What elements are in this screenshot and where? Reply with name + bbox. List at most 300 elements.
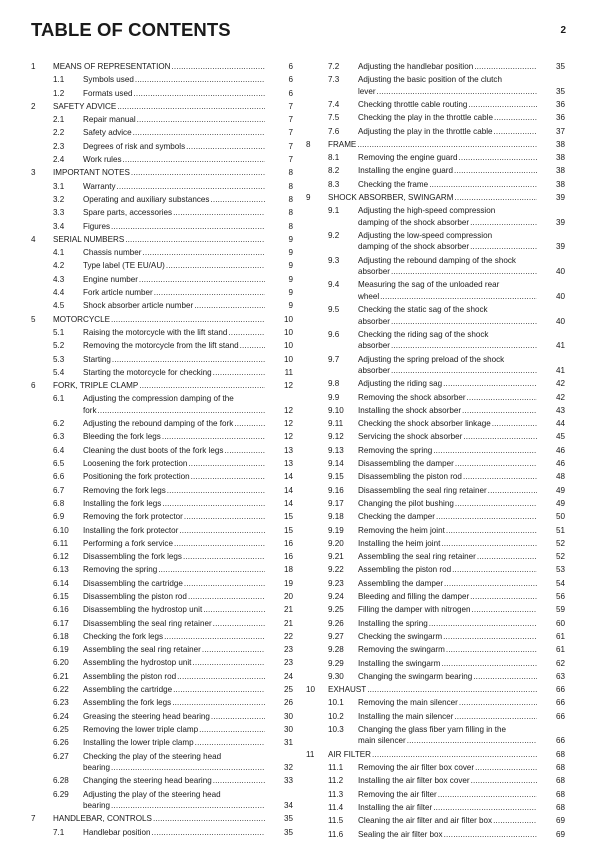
toc-entry[interactable]: [31, 458, 293, 469]
toc-entry-page: 35: [283, 827, 293, 837]
toc-entry-page: 68: [555, 789, 565, 799]
toc-entry-page: 33: [283, 776, 293, 786]
toc-entry[interactable]: [306, 279, 565, 302]
toc-entry-title: Fork article number .....: [83, 287, 265, 298]
toc-entry[interactable]: [31, 657, 293, 668]
toc-entry-number: 11.4: [328, 802, 344, 812]
toc-entry-number: 6.18: [53, 631, 69, 641]
toc-section[interactable]: [306, 749, 565, 760]
toc-entry[interactable]: [306, 165, 565, 176]
toc-entry-page: 9: [288, 234, 293, 244]
page-number: 2: [560, 25, 566, 36]
toc-entry-title: Adjusting the rebound damping of the fork .....: [83, 418, 265, 429]
toc-entry-page: 30: [283, 724, 293, 734]
toc-entry[interactable]: [31, 525, 293, 536]
toc-entry-title: Adjusting the rebound damping of the shock: [358, 255, 516, 265]
toc-entry-page: 49: [555, 498, 565, 508]
toc-entry[interactable]: [31, 551, 293, 562]
toc-entry[interactable]: [306, 471, 565, 482]
toc-entry[interactable]: [31, 618, 293, 629]
toc-entry[interactable]: [306, 658, 565, 669]
toc-entry-page: 44: [555, 419, 565, 429]
toc-entry-number: 6: [31, 381, 36, 391]
toc-entry-title: Assembling the seal ring retainer .....: [83, 644, 265, 655]
toc-entry-number: 6.12: [53, 552, 69, 562]
toc-entry-number: 6.19: [53, 645, 69, 655]
toc-entry-number: 10.2: [328, 711, 344, 721]
toc-entry[interactable]: [306, 591, 565, 602]
toc-entry-title: SERIAL NUMBERS .....: [53, 234, 265, 245]
toc-entry-title: Removing the shock absorber .....: [358, 392, 537, 403]
toc-entry-number: 4: [31, 234, 36, 244]
toc-entry-title: Removing the spring .....: [83, 564, 265, 575]
toc-entry-title: Cleaning the dust boots of the fork legs .....: [83, 445, 265, 456]
toc-entry[interactable]: [31, 684, 293, 695]
toc-entry[interactable]: [31, 141, 293, 152]
toc-section[interactable]: [306, 192, 565, 203]
toc-entry-number: 5.2: [53, 341, 65, 351]
toc-entry-title: Cleaning the air filter and air filter box .....: [358, 815, 537, 826]
toc-entry-page: 48: [555, 472, 565, 482]
toc-entry-page: 66: [555, 711, 565, 721]
toc-entry-page: 63: [555, 671, 565, 681]
toc-entry-title: SAFETY ADVICE .....: [53, 101, 265, 112]
toc-entry-page: 25: [283, 685, 293, 695]
toc-section[interactable]: [31, 101, 293, 112]
toc-entry[interactable]: [31, 88, 293, 99]
toc-entry-number: 10.1: [328, 698, 344, 708]
toc-entry[interactable]: [306, 711, 565, 722]
toc-entry-title: Installing the engine guard .....: [358, 165, 537, 176]
toc-entry-title: Checking the fork legs .....: [83, 631, 265, 642]
toc-entry[interactable]: [31, 127, 293, 138]
toc-entry-number: 9.22: [328, 565, 344, 575]
toc-entry-page: 43: [555, 405, 565, 415]
toc-entry[interactable]: [31, 154, 293, 165]
toc-entry-number: 6.5: [53, 459, 65, 469]
toc-entry-title: Assembling the seal ring retainer .....: [358, 551, 537, 562]
toc-entry[interactable]: [306, 61, 565, 72]
toc-entry[interactable]: [31, 300, 293, 311]
toc-entry-title: bearing .....: [83, 762, 265, 773]
toc-entry-title: damping of the shock absorber .....: [358, 241, 537, 252]
toc-entry-title: absorber .....: [358, 365, 537, 376]
toc-entry-title: absorber .....: [358, 266, 537, 277]
toc-entry-page: 52: [555, 552, 565, 562]
toc-entry[interactable]: [306, 775, 565, 786]
toc-entry-number: 10: [306, 685, 316, 695]
toc-entry[interactable]: [306, 378, 565, 389]
toc-entry-page: 32: [283, 762, 293, 772]
toc-entry[interactable]: [31, 775, 293, 786]
toc-entry[interactable]: [31, 578, 293, 589]
toc-entry-page: 23: [283, 645, 293, 655]
toc-entry[interactable]: [306, 485, 565, 496]
toc-entry-page: 53: [555, 565, 565, 575]
toc-entry-page: 39: [555, 217, 565, 227]
toc-entry-number: 6.4: [53, 445, 65, 455]
toc-entry[interactable]: [31, 247, 293, 258]
toc-entry-number: 6.15: [53, 591, 69, 601]
toc-entry-title: Positioning the fork protection .....: [83, 471, 265, 482]
toc-entry-page: 68: [555, 802, 565, 812]
toc-entry-number: 9.24: [328, 592, 344, 602]
toc-entry-page: 40: [555, 291, 565, 301]
toc-entry-page: 46: [555, 459, 565, 469]
toc-entry-number: 6.14: [53, 578, 69, 588]
toc-entry[interactable]: [306, 578, 565, 589]
toc-entry-page: 10: [283, 314, 293, 324]
toc-entry-title: main silencer .....: [358, 735, 537, 746]
toc-entry-title: Checking the riding sag of the shock: [358, 329, 489, 339]
toc-entry-page: 68: [555, 763, 565, 773]
toc-entry[interactable]: [306, 762, 565, 773]
toc-entry-title: Checking the shock absorber linkage .....: [358, 418, 537, 429]
toc-entry[interactable]: [31, 287, 293, 298]
toc-entry[interactable]: [306, 179, 565, 190]
toc-entry-page: 69: [555, 829, 565, 839]
toc-entry-page: 7: [288, 128, 293, 138]
toc-entry[interactable]: [306, 152, 565, 163]
toc-entry-number: 8.1: [328, 153, 340, 163]
toc-entry-number: 7.3: [328, 75, 340, 85]
toc-entry-number: 9.3: [328, 255, 340, 265]
toc-entry-number: 6.3: [53, 432, 65, 442]
toc-entry-title: Bleeding and filling the damper .....: [358, 591, 537, 602]
toc-entry[interactable]: [31, 644, 293, 655]
toc-entry[interactable]: [31, 827, 293, 838]
toc-entry[interactable]: [31, 711, 293, 722]
toc-entry-page: 59: [555, 605, 565, 615]
toc-entry-page: 56: [555, 592, 565, 602]
toc-entry-number: 8.2: [328, 166, 340, 176]
toc-entry[interactable]: [306, 525, 565, 536]
toc-entry-number: 6.8: [53, 498, 65, 508]
toc-entry-number: 5.4: [53, 367, 65, 377]
toc-right-column: [306, 61, 565, 840]
toc-entry-title: Assembling the piston rod .....: [358, 564, 537, 575]
toc-entry-title: Adjusting the play of the steering head: [83, 789, 221, 799]
toc-entry-number: 11: [306, 749, 315, 759]
toc-entry[interactable]: [306, 354, 565, 377]
toc-entry[interactable]: [306, 511, 565, 522]
toc-entry-title: Raising the motorcycle with the lift stand .....: [83, 327, 265, 338]
toc-entry[interactable]: [31, 114, 293, 125]
toc-entry-page: 16: [283, 538, 293, 548]
toc-entry-number: 7.5: [328, 113, 340, 123]
toc-entry-page: 9: [288, 301, 293, 311]
toc-entry-title: Figures .....: [83, 221, 265, 232]
toc-entry-number: 9.25: [328, 605, 344, 615]
toc-entry[interactable]: [31, 751, 293, 774]
toc-entry[interactable]: [31, 74, 293, 85]
toc-entry-number: 1.1: [53, 75, 65, 85]
toc-entry[interactable]: [306, 418, 565, 429]
toc-entry-page: 13: [283, 445, 293, 455]
toc-entry-page: 61: [555, 645, 565, 655]
toc-entry-title: Installing the fork protector .....: [83, 525, 265, 536]
toc-entry[interactable]: [306, 604, 565, 615]
toc-entry-number: 3.4: [53, 221, 65, 231]
toc-entry-title: Engine number .....: [83, 274, 265, 285]
toc-entry[interactable]: [306, 99, 565, 110]
toc-entry-number: 1: [31, 62, 36, 71]
toc-entry-number: 10.3: [328, 725, 344, 735]
toc-entry[interactable]: [306, 697, 565, 708]
toc-entry-title: Checking the play of the steering head: [83, 751, 222, 761]
toc-entry-number: 9.9: [328, 392, 340, 402]
toc-entry-number: 9.26: [328, 618, 344, 628]
toc-entry-page: 45: [555, 432, 565, 442]
toc-entry-title: Work rules .....: [83, 154, 265, 165]
toc-entry[interactable]: [31, 538, 293, 549]
toc-entry-page: 8: [288, 221, 293, 231]
toc-entry-number: 6.29: [53, 789, 69, 799]
toc-entry-title: Removing the lower triple clamp .....: [83, 724, 265, 735]
toc-entry-page: 7: [288, 155, 293, 165]
toc-entry-title: HANDLEBAR, CONTROLS .....: [53, 813, 265, 824]
toc-entry-title: Servicing the shock absorber .....: [358, 431, 537, 442]
toc-entry[interactable]: [31, 418, 293, 429]
toc-entry-number: 6.13: [53, 565, 69, 575]
toc-entry-number: 6.25: [53, 724, 69, 734]
toc-entry-page: 37: [555, 126, 565, 136]
toc-entry-number: 9.1: [328, 206, 340, 216]
toc-entry-title: Checking the swingarm .....: [358, 631, 537, 642]
toc-entry-title: MOTORCYCLE .....: [53, 314, 265, 325]
toc-entry[interactable]: [31, 393, 293, 416]
toc-entry-page: 35: [555, 62, 565, 71]
toc-entry-title: Removing the spring .....: [358, 445, 537, 456]
toc-section[interactable]: [31, 167, 293, 178]
toc-entry[interactable]: [306, 74, 565, 97]
toc-section[interactable]: [31, 61, 293, 72]
toc-entry-title: fork .....: [83, 405, 265, 416]
toc-entry[interactable]: [31, 604, 293, 615]
toc-entry-number: 7.4: [328, 100, 340, 109]
toc-entry-page: 8: [288, 194, 293, 204]
toc-entry[interactable]: [306, 644, 565, 655]
toc-entry[interactable]: [306, 431, 565, 442]
toc-entry[interactable]: [31, 485, 293, 496]
toc-entry[interactable]: [306, 405, 565, 416]
toc-entry-page: 51: [555, 525, 565, 535]
toc-entry-page: 39: [555, 242, 565, 252]
toc-entry-number: 2: [31, 101, 36, 111]
toc-entry[interactable]: [31, 724, 293, 735]
toc-entry-page: 69: [555, 816, 565, 826]
toc-entry[interactable]: [306, 724, 565, 747]
toc-entry-title: absorber .....: [358, 316, 537, 327]
toc-section[interactable]: [31, 380, 293, 391]
toc-entry-number: 5.3: [53, 354, 65, 364]
toc-entry[interactable]: [31, 591, 293, 602]
toc-entry[interactable]: [306, 445, 565, 456]
toc-entry-page: 23: [283, 658, 293, 668]
toc-entry-number: 9.2: [328, 231, 340, 241]
toc-entry[interactable]: [306, 304, 565, 327]
toc-entry-page: 15: [283, 512, 293, 522]
toc-entry[interactable]: [306, 538, 565, 549]
toc-entry-page: 7: [288, 115, 293, 125]
toc-entry-number: 3.2: [53, 194, 65, 204]
toc-entry[interactable]: [306, 802, 565, 813]
toc-entry-page: 61: [555, 631, 565, 641]
toc-entry[interactable]: [306, 255, 565, 278]
toc-entry-number: 11.6: [328, 829, 344, 839]
toc-entry-page: 21: [283, 618, 293, 628]
toc-entry[interactable]: [31, 327, 293, 338]
toc-entry-title: Disassembling the seal ring retainer .....: [83, 618, 265, 629]
toc-entry-page: 8: [288, 168, 293, 178]
toc-entry[interactable]: [306, 789, 565, 800]
toc-entry-title: FORK, TRIPLE CLAMP .....: [53, 380, 265, 391]
toc-entry-page: 16: [283, 552, 293, 562]
toc-entry[interactable]: [31, 340, 293, 351]
toc-entry-number: 9.30: [328, 671, 344, 681]
toc-entry-number: 7.2: [328, 62, 340, 71]
toc-entry[interactable]: [306, 631, 565, 642]
toc-entry-title: Type label (TE EU/AU) .....: [83, 260, 265, 271]
toc-entry[interactable]: [31, 671, 293, 682]
toc-entry-page: 54: [555, 578, 565, 588]
toc-entry-number: 9.7: [328, 354, 340, 364]
toc-entry-page: 52: [555, 538, 565, 548]
toc-entry-page: 9: [288, 261, 293, 271]
toc-entry[interactable]: [31, 194, 293, 205]
toc-entry-title: Checking the play in the throttle cable .....: [358, 112, 537, 123]
toc-entry-title: Assembling the hydrostop unit .....: [83, 657, 265, 668]
toc-entry-page: 60: [555, 618, 565, 628]
toc-entry-number: 9: [306, 193, 311, 203]
toc-entry[interactable]: [31, 260, 293, 271]
toc-entry[interactable]: [31, 737, 293, 748]
toc-section[interactable]: [306, 684, 565, 695]
toc-section[interactable]: [31, 314, 293, 325]
toc-entry-title: Removing the main silencer .....: [358, 697, 537, 708]
toc-entry-title: Disassembling the seal ring retainer .....: [358, 485, 537, 496]
toc-entry-title: Loosening the fork protection .....: [83, 458, 265, 469]
toc-entry-number: 9.16: [328, 485, 344, 495]
toc-entry-title: Removing the air filter .....: [358, 789, 537, 800]
toc-entry-title: lever .....: [358, 86, 537, 97]
toc-entry-page: 12: [283, 432, 293, 442]
toc-entry[interactable]: [31, 564, 293, 575]
toc-entry-page: 9: [288, 288, 293, 298]
toc-entry-number: 9.23: [328, 578, 344, 588]
toc-entry[interactable]: [31, 431, 293, 442]
toc-entry[interactable]: [31, 207, 293, 218]
toc-entry-title: Checking throttle cable routing .....: [358, 99, 537, 110]
toc-entry-title: Installing the air filter .....: [358, 802, 537, 813]
toc-entry-page: 40: [555, 316, 565, 326]
toc-entry-number: 4.5: [53, 301, 65, 311]
toc-entry-number: 11.1: [328, 763, 344, 773]
toc-entry-title: Assembling the cartridge .....: [83, 684, 265, 695]
toc-entry-title: Removing the air filter box cover .....: [358, 762, 537, 773]
toc-entry[interactable]: [306, 126, 565, 137]
toc-entry[interactable]: [31, 181, 293, 192]
toc-entry-title: Starting the motorcycle for checking .....: [83, 367, 265, 378]
toc-entry[interactable]: [306, 618, 565, 629]
toc-entry[interactable]: [31, 354, 293, 365]
toc-entry[interactable]: [306, 551, 565, 562]
toc-entry-title: Adjusting the basic position of the clutch: [358, 75, 502, 85]
toc-entry[interactable]: [306, 564, 565, 575]
toc-entry-number: 6.1: [53, 394, 65, 404]
toc-entry-title: Disassembling the damper .....: [358, 458, 537, 469]
toc-entry-page: 24: [283, 671, 293, 681]
toc-entry-title: Changing the steering head bearing .....: [83, 775, 265, 786]
toc-entry-page: 14: [283, 472, 293, 482]
toc-entry-title: Repair manual .....: [83, 114, 265, 125]
toc-entry[interactable]: [31, 445, 293, 456]
toc-entry-title: Adjusting the handlebar position .....: [358, 61, 537, 72]
toc-section[interactable]: [31, 813, 293, 824]
toc-entry-title: Removing the fork protector .....: [83, 511, 265, 522]
toc-entry-title: Disassembling the hydrostop unit .....: [83, 604, 265, 615]
toc-entry[interactable]: [306, 329, 565, 352]
toc-entry-number: 6.6: [53, 472, 65, 482]
toc-entry-title: Removing the heim joint .....: [358, 525, 537, 536]
toc-entry-title: Measuring the sag of the unloaded rear: [358, 280, 500, 290]
toc-entry[interactable]: [306, 112, 565, 123]
toc-entry-number: 9.4: [328, 280, 340, 290]
toc-entry[interactable]: [31, 631, 293, 642]
toc-entry-number: 6.9: [53, 512, 65, 522]
toc-entry-page: 14: [283, 485, 293, 495]
toc-entry-number: 9.19: [328, 525, 344, 535]
toc-entry-page: 42: [555, 392, 565, 402]
toc-entry[interactable]: [306, 671, 565, 682]
toc-entry-page: 66: [555, 685, 565, 695]
toc-entry[interactable]: [31, 471, 293, 482]
toc-entry[interactable]: [31, 498, 293, 509]
toc-entry-title: Removing the fork legs .....: [83, 485, 265, 496]
toc-entry-title: Handlebar position .....: [83, 827, 265, 838]
toc-entry-title: Symbols used .....: [83, 74, 265, 85]
toc-entry-title: Spare parts, accessories .....: [83, 207, 265, 218]
toc-entry[interactable]: [306, 205, 565, 228]
toc-entry[interactable]: [31, 221, 293, 232]
toc-entry[interactable]: [31, 511, 293, 522]
toc-entry-page: 35: [283, 814, 293, 824]
toc-entry-number: 1.2: [53, 88, 65, 98]
toc-entry-title: wheel .....: [358, 291, 537, 302]
toc-section[interactable]: [31, 234, 293, 245]
toc-entry-number: 5.1: [53, 327, 65, 337]
toc-entry[interactable]: [31, 274, 293, 285]
toc-entry[interactable]: [31, 367, 293, 378]
toc-entry-title: Removing the motorcycle from the lift stand .....: [83, 340, 265, 351]
toc-entry[interactable]: [306, 392, 565, 403]
toc-entry-title: Degrees of risk and symbols .....: [83, 141, 265, 152]
toc-entry-title: absorber .....: [358, 340, 537, 351]
toc-entry[interactable]: [306, 815, 565, 826]
toc-entry-title: Warranty .....: [83, 181, 265, 192]
toc-entry-number: 9.28: [328, 645, 344, 655]
toc-entry[interactable]: [31, 789, 293, 812]
toc-entry-number: 9.8: [328, 379, 340, 389]
toc-entry[interactable]: [306, 829, 565, 840]
toc-entry[interactable]: [31, 697, 293, 708]
toc-entry[interactable]: [306, 458, 565, 469]
toc-entry-title: Sealing the air filter box .....: [358, 829, 537, 840]
toc-entry[interactable]: [306, 230, 565, 253]
toc-entry-page: 6: [288, 62, 293, 71]
toc-entry[interactable]: [306, 498, 565, 509]
toc-section[interactable]: [306, 139, 565, 150]
